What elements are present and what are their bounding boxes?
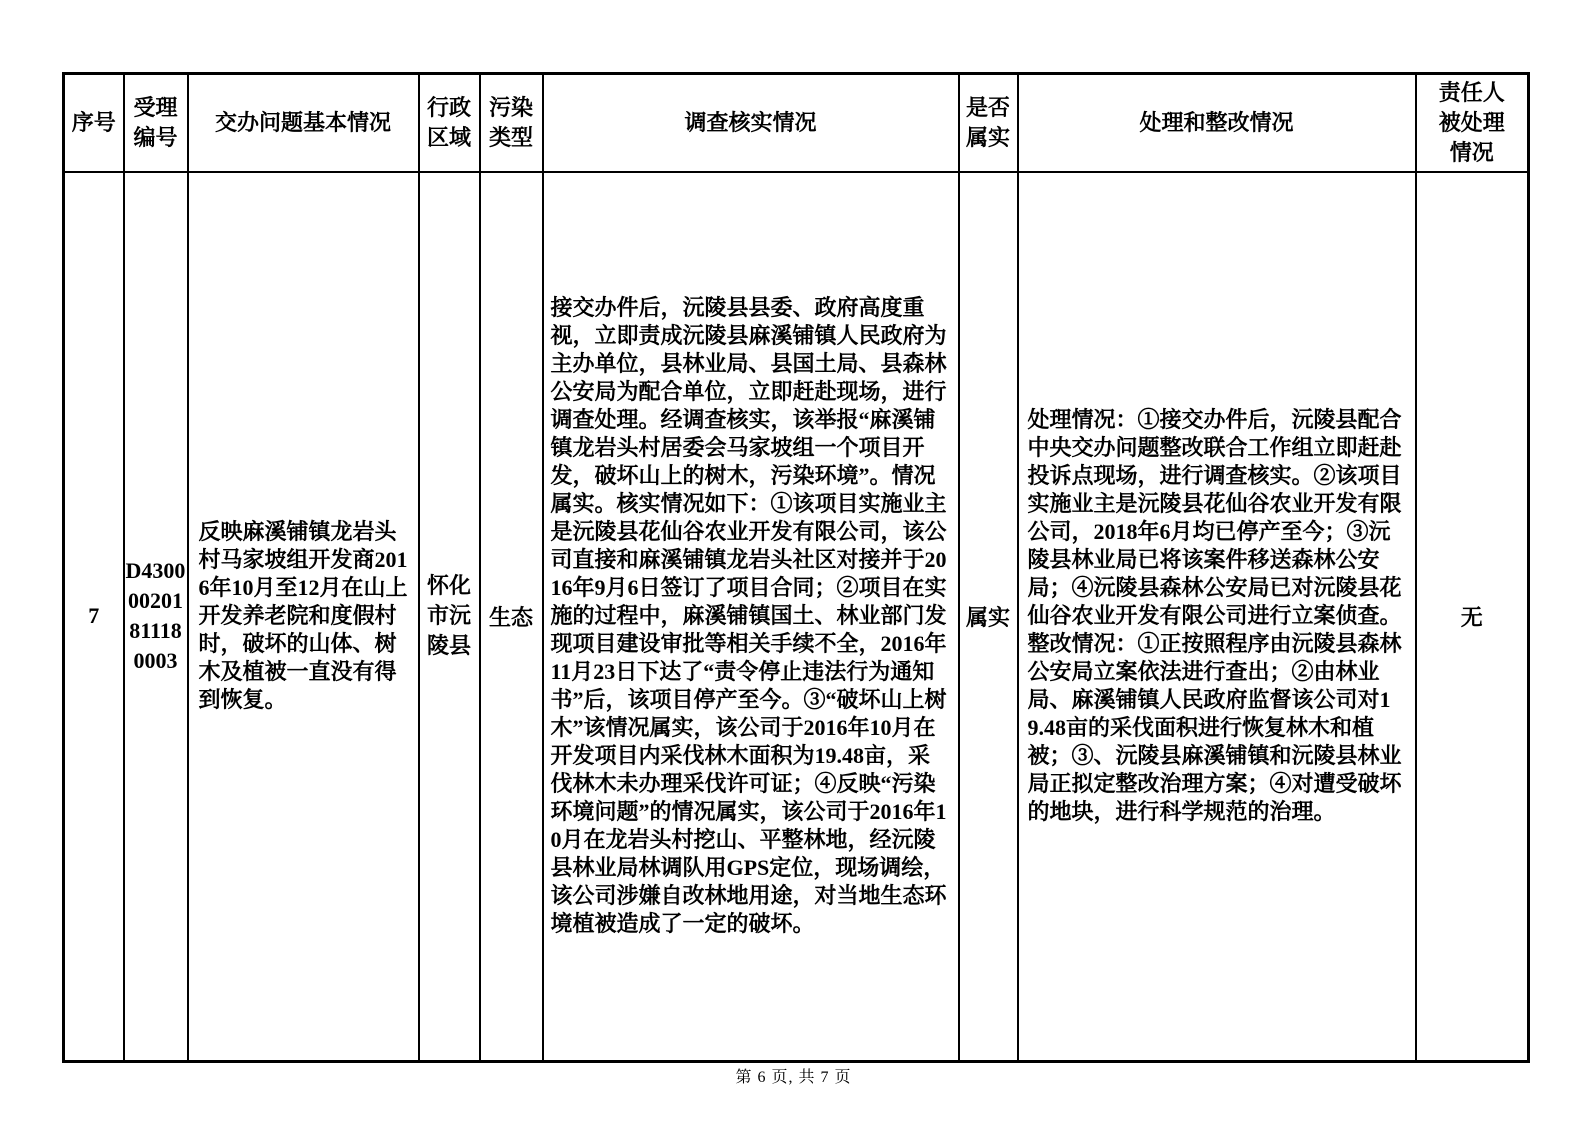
cell-responsible: 无 [1416,172,1529,1062]
col-header-region: 行政区域 [419,74,480,172]
handling-text: ①接交办件后，沅陵县配合中央交办问题整改联合工作组立即赶赴投诉点现场，进行调查核实。②该项目实施业主是沅陵县花仙谷农业开发有限公司，2018年6月均已停产至今；③沅陵县林业局已将该案件移送森林公安局；④沅陵县森林公安局已对沅陵县花仙谷农业开发有限公司进行立案侦查。 [1027,407,1402,629]
cell-pollution-type: 生态 [480,172,543,1062]
col-header-problem: 交办问题基本情况 [188,74,419,172]
page-footer: 第 6 页, 共 7 页 [735,1069,852,1086]
col-header-pollution-type: 污染类型 [480,74,543,172]
cell-rectification [1018,172,1416,1062]
cell-region: 怀化市沅陵县 [419,172,480,1062]
rectify-text: ①正按照程序由沅陵县森林公安局立案依法进行查出；②由林业局、麻溪铺镇人民政府监督该公司对19.48亩的采伐面积进行恢复林木和植被；③、沅陵县麻溪铺镇和沅陵县林业局正拟定整改治理方案；④对遭受破坏的地块，进行科学规范的治理。 [1027,631,1402,825]
table-row [64,172,1529,1062]
investigation-text: 接交办件后，沅陵县县委、政府高度重视，立即责成沅陵县麻溪铺镇人民政府为主办单位，县林业局、县国土局、县森林公安局为配合单位，立即赶赴现场，进行调查处理。经调查核实，该举报“麻溪铺镇龙岩头村居委会马家坡组一个项目开发，破坏山上的树木，污染环境”。情况属实。核实情况如下：①该项目实施业主是沅陵县花仙谷农业开发有限公司，该公司直接和麻溪铺镇龙岩头社区对接并于2016年9月6日签订了项目合同；②项目在实施的过程中，麻溪铺镇国土、林业部门发现项目建设审批等相关手续不全，2016年11月23日下达了“责令停止违法行为通知书”后，该项目停产至今。③“破坏山上树木”该情况属实，该公司于2016年10月在开发项目内采伐林木面积为19.48亩，采伐林木未办理采伐许可证；④反映“污染环境问题”的情况属实，该公司于2016年10月在龙岩头村挖山、平整林地，经沅陵县林业局林调队用GPS定位，现场调绘，该公司涉嫌自改林地用途，对当地生态环境植被造成了一定的破坏。 [550,295,947,937]
cell-problem [188,172,419,1062]
cell-verified: 属实 [959,172,1018,1062]
cell-seq: 7 [64,172,124,1062]
problem-text: 反映麻溪铺镇龙岩头村马家坡组开发商2016年10月至12月在山上开发养老院和度假村时，破坏的山体、树木及植被一直没有得到恢复。 [198,519,408,713]
col-header-seq: 序号 [64,74,124,172]
col-header-rectification: 处理和整改情况 [1018,74,1416,172]
cell-investigation [543,172,959,1062]
col-header-verified: 是否属实 [959,74,1018,172]
rectification-text [1019,406,1415,826]
complaint-handling-table [62,72,1530,1063]
header-row [64,74,1529,172]
rectify-label: 整改情况： [1027,631,1138,657]
col-header-responsible: 责任人被处理情况 [1416,74,1529,172]
col-header-case-number: 受理编号 [124,74,188,172]
col-header-investigation: 调查核实情况 [543,74,959,172]
handling-label: 处理情况： [1027,407,1138,433]
cell-case-number: D430000201811180003 [124,172,188,1062]
